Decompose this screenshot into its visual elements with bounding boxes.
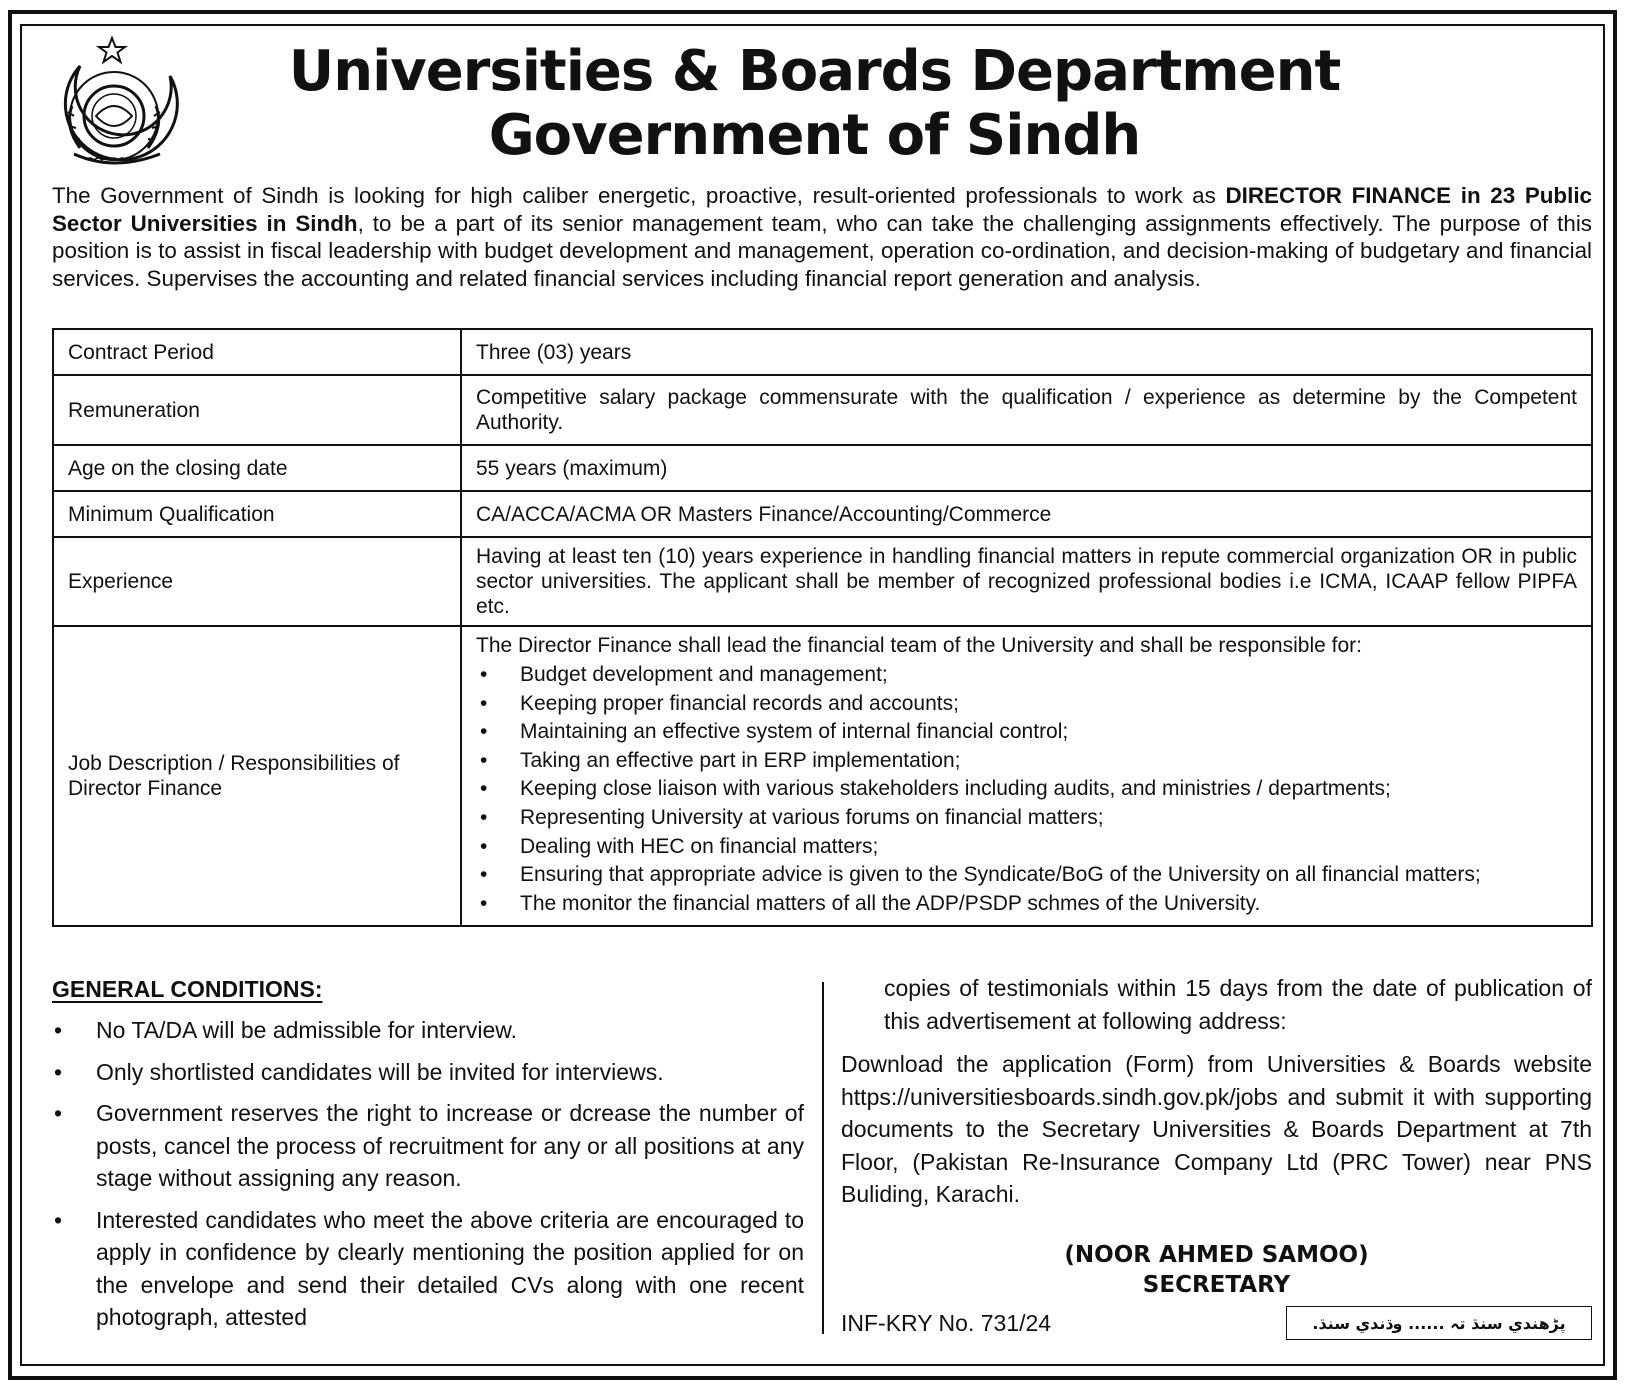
detail-label: Job Description / Responsibilities of Director Finance xyxy=(53,626,461,926)
list-item: • Government reserves the right to increase or dcrease the number of posts, cancel the process of recruitment for any or all positions at any stage without assigning any reason. xyxy=(52,1097,804,1195)
list-item: • Dealing with HEC on financial matters; xyxy=(476,834,1577,859)
list-item: • Ensuring that appropriate advice is given to the Syndicate/BoG of the University on all financial matters; xyxy=(476,862,1577,887)
conditions-continuation: copies of testimonials within 15 days from the date of publication of this advertisement at following address: xyxy=(884,975,1592,1034)
table-row xyxy=(53,445,1592,491)
intro-paragraph xyxy=(52,182,1592,292)
table-row xyxy=(53,626,1592,926)
detail-value: 55 years (maximum) xyxy=(461,445,1592,491)
list-item: • No TA/DA will be admissible for interview. xyxy=(52,1014,804,1047)
general-conditions-heading: GENERAL CONDITIONS: xyxy=(52,976,323,1002)
job-description-cell xyxy=(461,626,1592,926)
list-item: • Budget development and management; xyxy=(476,662,1577,687)
list-item: • Keeping close liaison with various stakeholders including audits, and ministries / departments; xyxy=(476,776,1577,801)
column-divider xyxy=(822,982,824,1334)
detail-label: Contract Period xyxy=(53,329,461,375)
signatory-title: SECRETARY xyxy=(1142,1272,1291,1298)
intro-text-start: The Government of Sindh is looking for high caliber energetic, proactive, result-oriented professionals to work as xyxy=(52,183,1226,208)
table-row xyxy=(53,329,1592,375)
list-item: • Interested candidates who meet the above criteria are encouraged to apply in confidence by clearly mentioning the position applied for on the envelope and send their detailed CVs along with one recent photograph, attested xyxy=(52,1204,804,1334)
general-conditions-list xyxy=(52,1014,804,1343)
position-details-table xyxy=(52,328,1593,927)
table-row xyxy=(53,375,1592,445)
detail-value: Competitive salary package commensurate with the qualification / experience as determine by the Competent Authority. xyxy=(461,375,1592,445)
detail-value: Three (03) years xyxy=(461,329,1592,375)
department-title: Universities & Boards Department xyxy=(288,39,1341,104)
intro-position-highlight: DIRECTOR FINANCE in 23 Public Sector Universities in Sindh xyxy=(52,183,1593,236)
list-item: • Representing University at various forums on financial matters; xyxy=(476,805,1577,830)
detail-label: Minimum Qualification xyxy=(53,491,461,537)
government-title: Government of Sindh xyxy=(488,103,1141,168)
list-item: • The monitor the financial matters of all the ADP/PSDP schmes of the University. xyxy=(476,891,1577,916)
table-row xyxy=(53,537,1592,626)
intro-text-end: , to be a part of its senior management team, who can take the challenging assignments effectively. The purpose of this position is to assist in fiscal leadership with budget development and management, operation co-ordination, and decision-making of budgetary and financial services. Supervises the accounting and related financial services including financial report generation and analysis. xyxy=(52,210,1592,291)
list-item: • Taking an effective part in ERP implementation; xyxy=(476,748,1577,773)
detail-label: Age on the closing date xyxy=(53,445,461,491)
signatory-name: (NOOR AHMED SAMOO) xyxy=(1064,1242,1369,1268)
application-instructions: Download the application (Form) from Universities & Boards website https://universitiesboards.sindh.gov.pk/jobs and submit it with supporting documents to the Secretary Universities & Boards Department at 7th Floor, (Pakistan Re-Insurance Company Ltd (PRC Tower) near PNS Buliding, Karachi. xyxy=(841,1051,1592,1207)
detail-value: Having at least ten (10) years experience in handling financial matters in repute commercial organization OR in public sector universities. The applicant shall be member of recognized professional bodies i.e ICMA, ICAAP fellow PIPFA etc. xyxy=(461,537,1592,626)
detail-value: CA/ACCA/ACMA OR Masters Finance/Accounting/Commerce xyxy=(461,491,1592,537)
list-item: • Maintaining an effective system of internal financial control; xyxy=(476,719,1577,744)
list-item: • Only shortlisted candidates will be invited for interviews. xyxy=(52,1056,804,1089)
list-item: • Keeping proper financial records and accounts; xyxy=(476,691,1577,716)
reference-number: INF-KRY No. 731/24 xyxy=(841,1310,1052,1336)
detail-label: Remuneration xyxy=(53,375,461,445)
table-row xyxy=(53,491,1592,537)
detail-label: Experience xyxy=(53,537,461,626)
sindhi-slogan-box: پڑھندي سنڌ تہ ...... وڌندي سنڌ. xyxy=(1286,1306,1592,1340)
job-description-intro: The Director Finance shall lead the financial team of the University and shall be responsible for: xyxy=(476,634,1362,657)
responsibilities-list xyxy=(476,662,1577,916)
